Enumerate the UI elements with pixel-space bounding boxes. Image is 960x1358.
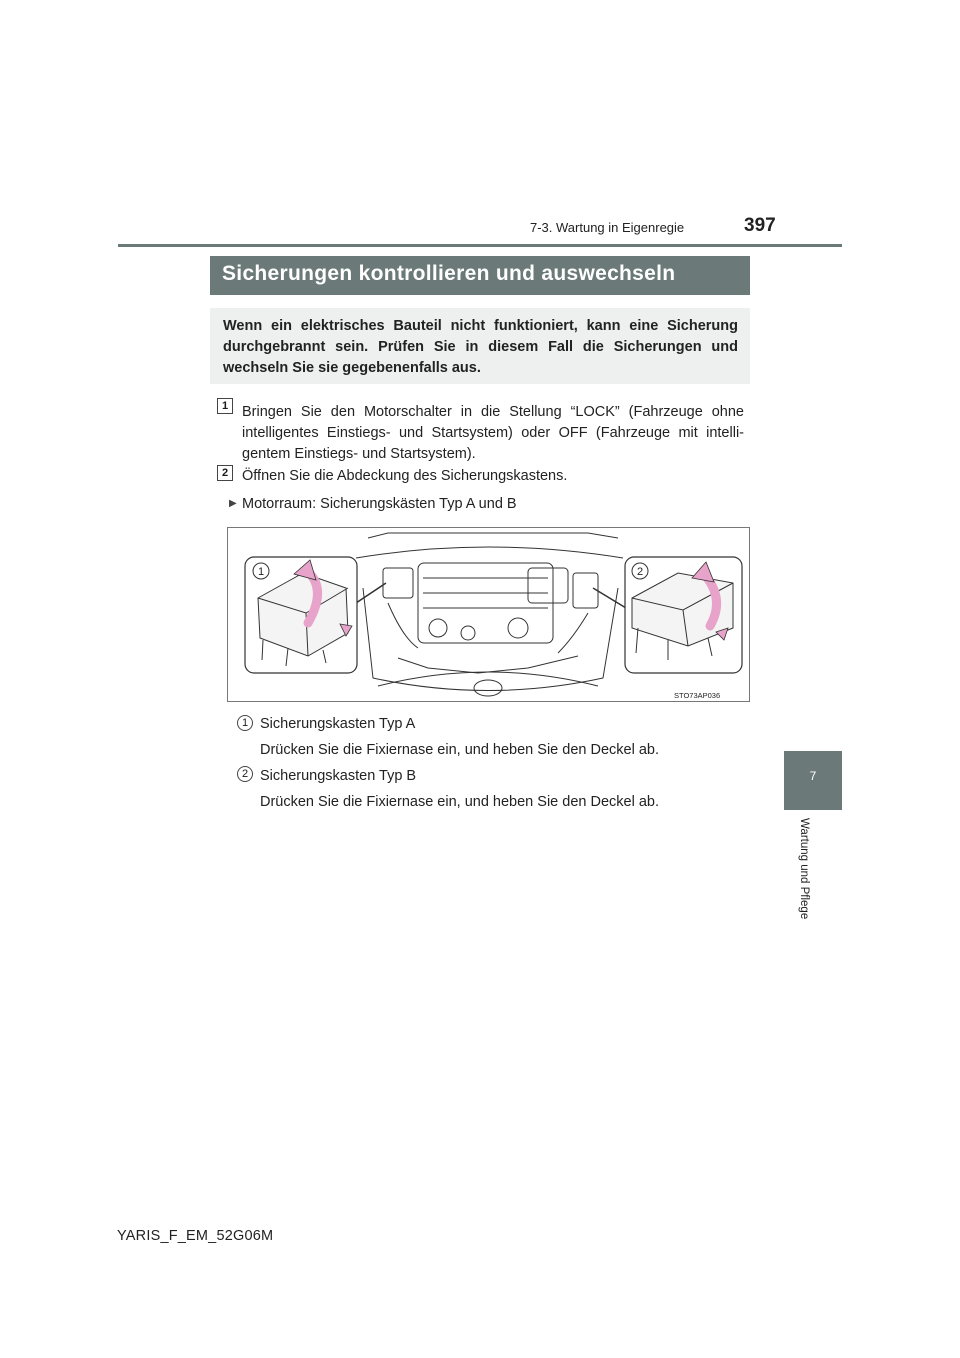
legend-1-title: Sicherungskasten Typ A: [260, 716, 416, 732]
bullet-triangle-icon: ▶: [229, 498, 237, 509]
step-badge-2: 2: [217, 465, 233, 481]
step-badge-1: 1: [217, 398, 233, 414]
legend-1-description: Drücken Sie die Fixiernase ein, und heben Sie den Deckel ab.: [260, 742, 659, 758]
figure-code: STO73AP036: [674, 691, 721, 700]
engine-bay-figure: [227, 527, 750, 702]
step-2-text: Öffnen Sie die Abdeckung des Sicherungskastens.: [242, 468, 568, 484]
figure-callout-1: 1: [257, 566, 265, 578]
figure-callout-2: 2: [636, 566, 644, 578]
section-title: Sicherungen kontrollieren und auswechseln: [222, 262, 676, 285]
footer-code: YARIS_F_EM_52G06M: [117, 1228, 274, 1244]
chapter-label: Wartung und Pflege: [798, 818, 810, 920]
intro-text: Wenn ein elektrisches Bauteil nicht funktioniert, kann eine Sicherung durchgebrannt sein. Prüfen Sie in diesem Fall die Sicherungen und wechseln Sie sie gegebenenfalls aus.: [223, 318, 738, 376]
chapter-number: 7: [809, 769, 817, 783]
sub-item-text: Motorraum: Sicherungskästen Typ A und B: [242, 496, 517, 512]
section-title-bar: [210, 256, 750, 295]
chapter-tab: [784, 751, 842, 810]
legend-2-title: Sicherungskasten Typ B: [260, 768, 417, 784]
legend-callout-2: 2: [237, 766, 253, 782]
header-rule: [118, 244, 842, 247]
page-number: 397: [744, 215, 776, 236]
legend-callout-1: 1: [237, 715, 253, 731]
section-reference: 7-3. Wartung in Eigenregie: [530, 220, 685, 235]
legend-2-description: Drücken Sie die Fixiernase ein, und heben Sie den Deckel ab.: [260, 794, 659, 810]
step-1-text: Bringen Sie den Motorschalter in die Stellung “LOCK” (Fahrzeuge ohne intelligentes Einstiegs- und Startsystem) oder OFF (Fahrzeuge mit intelli-gentem Einstiegs- und Startsystem).: [242, 404, 744, 462]
engine-bay-illustration: [228, 528, 749, 701]
intro-box: [210, 308, 750, 384]
